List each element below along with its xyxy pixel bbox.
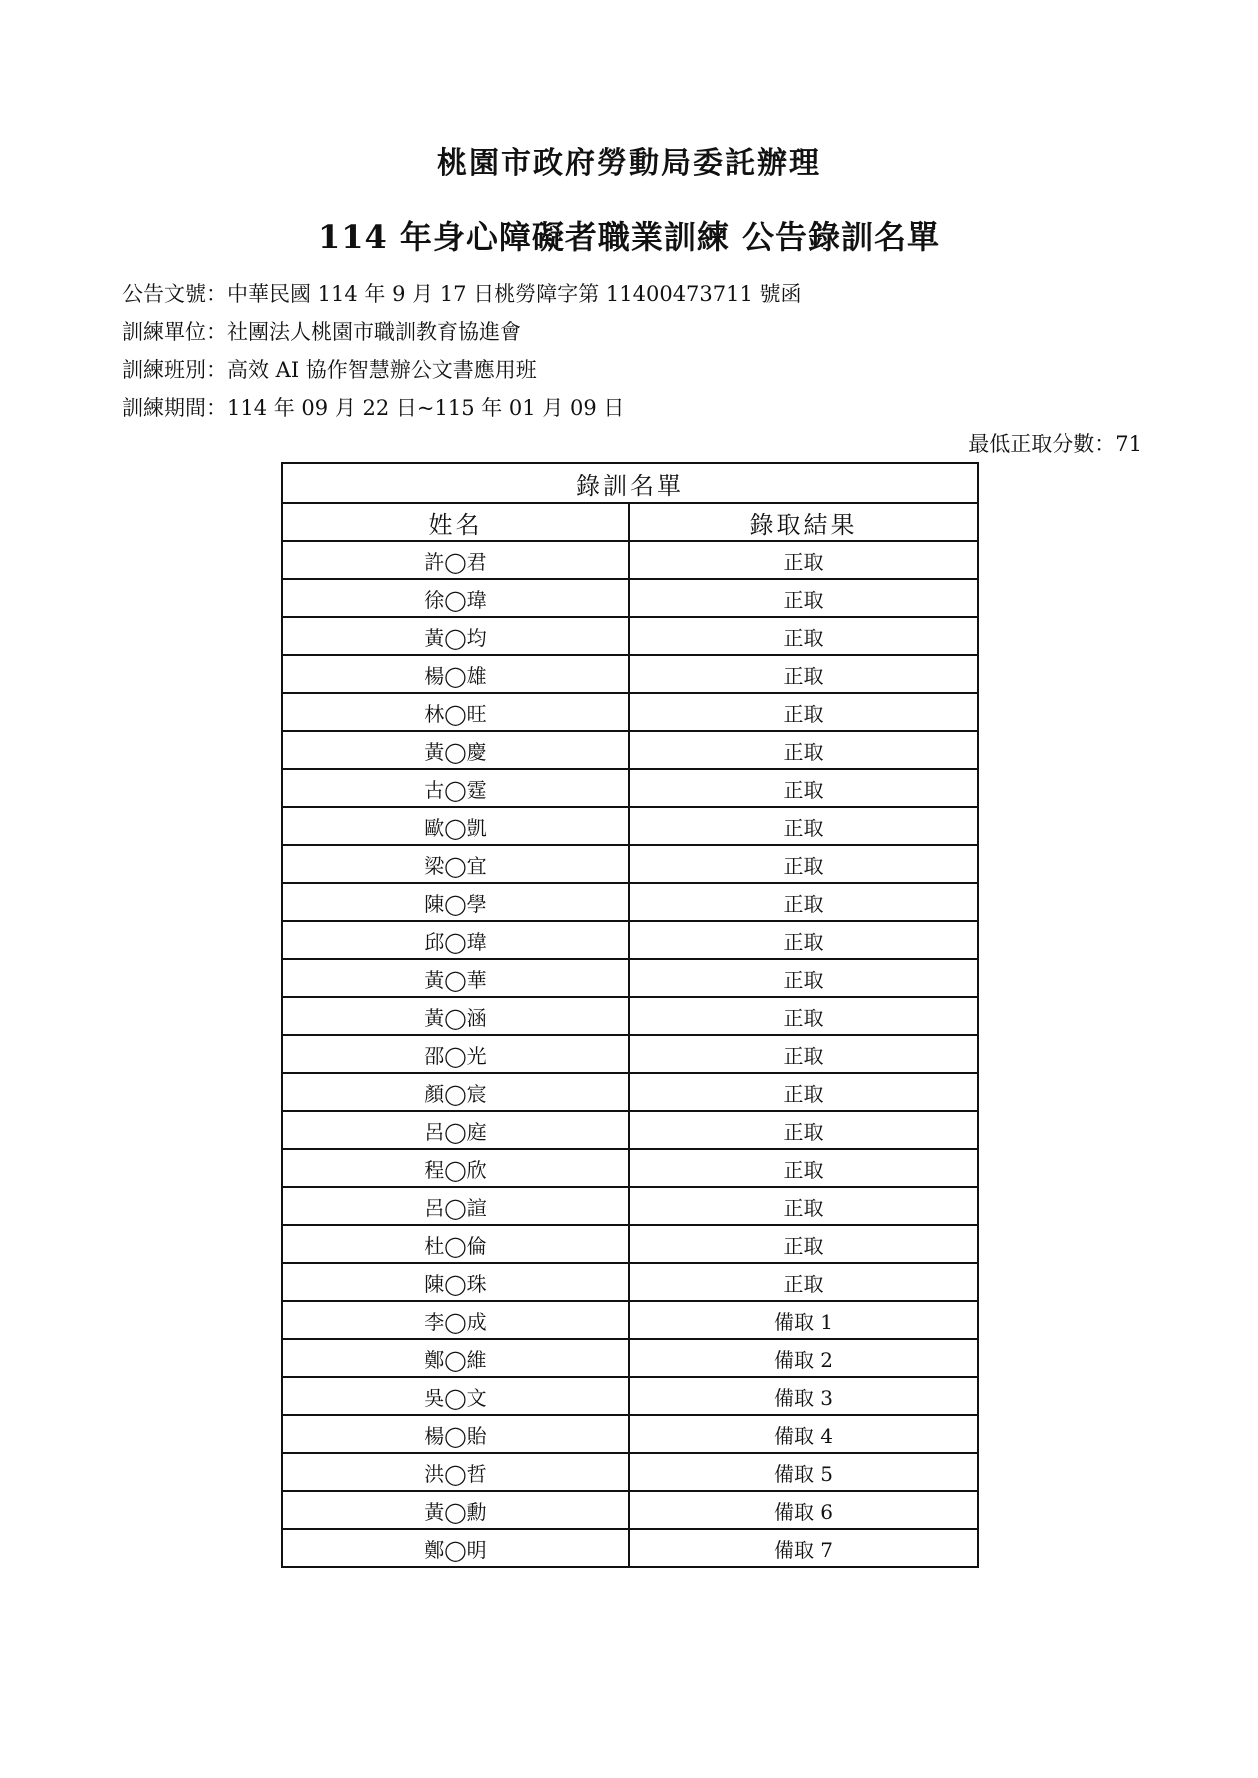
table-row xyxy=(282,1377,978,1415)
admission-result: 正取 xyxy=(629,579,978,617)
trainee-name: 邵◯光 xyxy=(282,1035,629,1073)
admission-result: 正取 xyxy=(629,731,978,769)
table-row xyxy=(282,1035,978,1073)
table-row xyxy=(282,1415,978,1453)
table-row xyxy=(282,921,978,959)
table-row xyxy=(282,1187,978,1225)
trainee-name: 黃◯均 xyxy=(282,617,629,655)
trainee-name: 鄭◯維 xyxy=(282,1339,629,1377)
admission-result: 正取 xyxy=(629,769,978,807)
announcement-info xyxy=(122,275,802,427)
admission-result: 正取 xyxy=(629,883,978,921)
table-row xyxy=(282,1453,978,1491)
table-caption: 錄訓名單 xyxy=(282,463,978,503)
table-row xyxy=(282,1301,978,1339)
trainee-name: 呂◯諠 xyxy=(282,1187,629,1225)
admission-result: 備取 4 xyxy=(629,1415,978,1453)
column-header-name: 姓名 xyxy=(282,503,629,541)
admission-result: 正取 xyxy=(629,1225,978,1263)
table-row xyxy=(282,1073,978,1111)
admission-result: 備取 5 xyxy=(629,1453,978,1491)
admission-result: 正取 xyxy=(629,1187,978,1225)
admission-result: 正取 xyxy=(629,1111,978,1149)
admission-result: 備取 2 xyxy=(629,1339,978,1377)
admission-result: 正取 xyxy=(629,807,978,845)
admission-result: 備取 7 xyxy=(629,1529,978,1567)
table-row xyxy=(282,617,978,655)
trainee-name: 陳◯學 xyxy=(282,883,629,921)
training-class: 訓練班別：高效 AI 協作智慧辦公文書應用班 xyxy=(122,358,537,382)
trainee-name: 黃◯勳 xyxy=(282,1491,629,1529)
minimum-score: 最低正取分數：71 xyxy=(968,432,1142,456)
table-row xyxy=(282,997,978,1035)
admission-result: 備取 1 xyxy=(629,1301,978,1339)
trainee-name: 徐◯瑋 xyxy=(282,579,629,617)
trainee-name: 洪◯哲 xyxy=(282,1453,629,1491)
trainee-name: 邱◯瑋 xyxy=(282,921,629,959)
table-row xyxy=(282,1111,978,1149)
table-row xyxy=(282,1529,978,1567)
admission-result: 正取 xyxy=(629,1263,978,1301)
table-row xyxy=(282,1263,978,1301)
trainee-name: 黃◯慶 xyxy=(282,731,629,769)
training-unit: 訓練單位：社團法人桃園市職訓教育協進會 xyxy=(122,320,521,344)
trainee-name: 鄭◯明 xyxy=(282,1529,629,1567)
admission-result: 正取 xyxy=(629,845,978,883)
table-row xyxy=(282,883,978,921)
trainee-name: 黃◯華 xyxy=(282,959,629,997)
trainee-name: 古◯霆 xyxy=(282,769,629,807)
table-row xyxy=(282,1339,978,1377)
trainee-name: 歐◯凱 xyxy=(282,807,629,845)
announcement-number: 公告文號：中華民國 114 年 9 月 17 日桃勞障字第 11400473711 號函 xyxy=(122,282,802,306)
admission-result: 正取 xyxy=(629,655,978,693)
admission-result: 正取 xyxy=(629,997,978,1035)
trainee-name: 杜◯倫 xyxy=(282,1225,629,1263)
admission-result: 正取 xyxy=(629,1073,978,1111)
trainee-name: 程◯欣 xyxy=(282,1149,629,1187)
admission-result: 備取 6 xyxy=(629,1491,978,1529)
table-row xyxy=(282,959,978,997)
trainee-name: 黃◯涵 xyxy=(282,997,629,1035)
trainee-name: 楊◯貽 xyxy=(282,1415,629,1453)
trainee-name: 林◯旺 xyxy=(282,693,629,731)
document-subtitle: 114 年身心障礙者職業訓練 公告錄訓名單 xyxy=(317,218,941,256)
table-row xyxy=(282,1225,978,1263)
table-row xyxy=(282,769,978,807)
document-title: 桃園市政府勞動局委託辦理 xyxy=(437,146,821,181)
table-row xyxy=(282,807,978,845)
table-row xyxy=(282,541,978,579)
table-row xyxy=(282,655,978,693)
admission-result: 正取 xyxy=(629,541,978,579)
column-header-result: 錄取結果 xyxy=(629,503,978,541)
table-row xyxy=(282,1149,978,1187)
admission-result: 備取 3 xyxy=(629,1377,978,1415)
trainee-name: 李◯成 xyxy=(282,1301,629,1339)
admission-result: 正取 xyxy=(629,1035,978,1073)
training-period: 訓練期間：114 年 09 月 22 日~115 年 01 月 09 日 xyxy=(122,396,625,420)
table-row xyxy=(282,693,978,731)
trainee-name: 梁◯宜 xyxy=(282,845,629,883)
table-row xyxy=(282,731,978,769)
trainee-name: 吳◯文 xyxy=(282,1377,629,1415)
admission-table xyxy=(281,462,979,1568)
table-row xyxy=(282,845,978,883)
table-body xyxy=(282,541,978,1567)
trainee-name: 陳◯珠 xyxy=(282,1263,629,1301)
admission-result: 正取 xyxy=(629,1149,978,1187)
table-row xyxy=(282,1491,978,1529)
admission-result: 正取 xyxy=(629,959,978,997)
trainee-name: 呂◯庭 xyxy=(282,1111,629,1149)
admission-result: 正取 xyxy=(629,617,978,655)
trainee-name: 顏◯宸 xyxy=(282,1073,629,1111)
table-row xyxy=(282,579,978,617)
admission-result: 正取 xyxy=(629,921,978,959)
trainee-name: 許◯君 xyxy=(282,541,629,579)
trainee-name: 楊◯雄 xyxy=(282,655,629,693)
admission-result: 正取 xyxy=(629,693,978,731)
